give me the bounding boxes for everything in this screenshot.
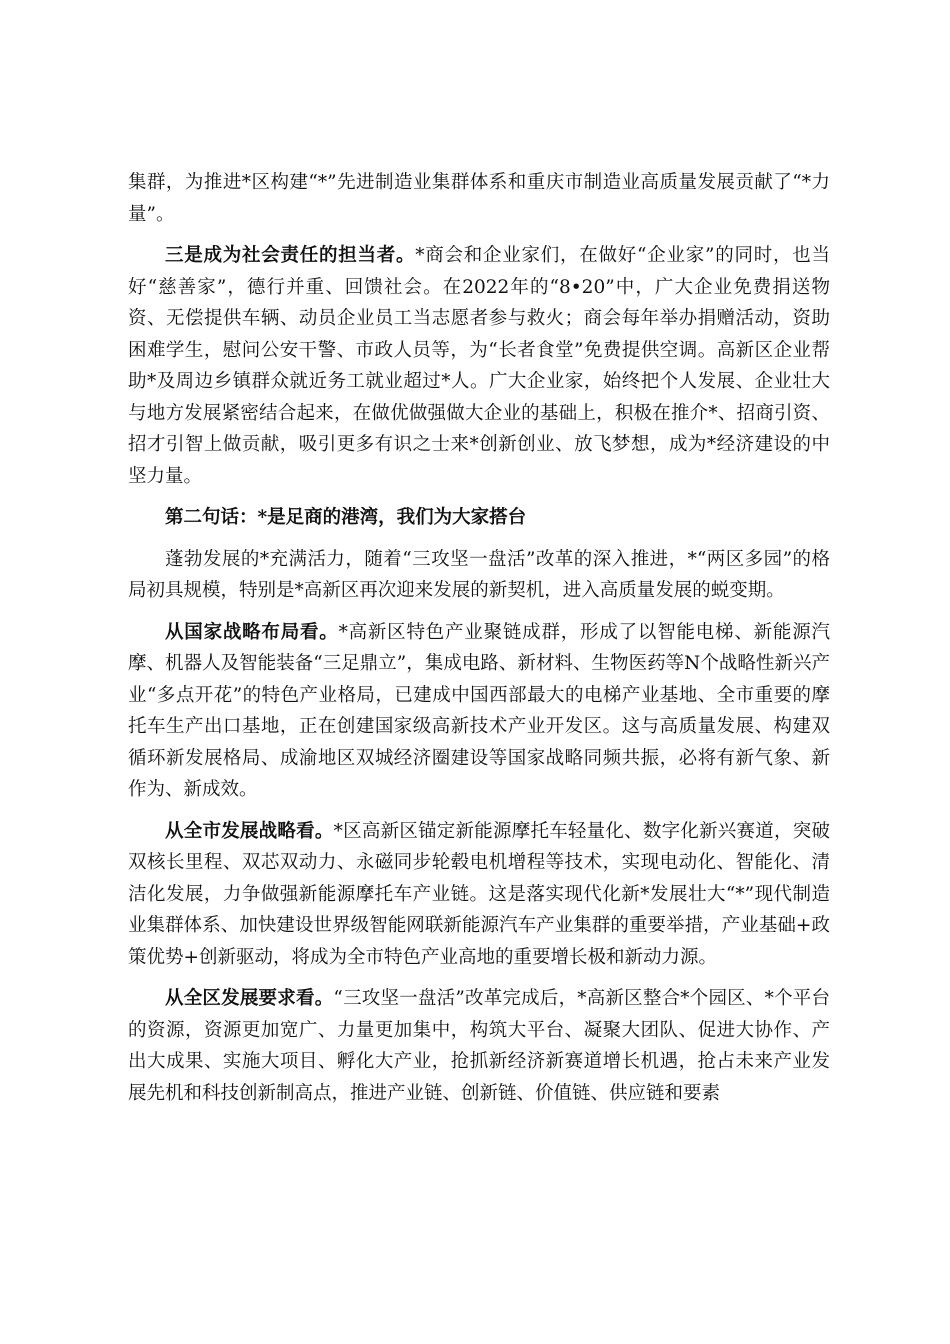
section-heading: 第二句话：*是足商的港湾，我们为大家搭台 bbox=[165, 507, 527, 528]
paragraph-district-requirements bbox=[128, 983, 830, 1109]
paragraph-text: 蓬勃发展的*充满活力，随着“三攻坚一盘活”改革的深入推进，*“两区多园”的格局初具规模，特别是*高新区再次迎来发展的新契机，进入高质量发展的蜕变期。 bbox=[128, 548, 830, 601]
paragraph-text: “三攻坚一盘活”改革完成后，*高新区整合*个园区、*个平台的资源，资源更加宽广、力量更加集中，构筑大平台、凝聚大团队、促进大协作、产出大成果、实施大项目、孵化大产业，抢抓新经济新赛道增长机遇，抢占未来产业发展先机和科技创新制高点，推进产业链、创新链、价值链、供应链和要素 bbox=[128, 988, 830, 1104]
paragraph-city-strategy bbox=[128, 816, 830, 974]
paragraph-text: *商会和企业家们，在做好“企业家”的同时，也当好“慈善家”，德行并重、回馈社会。在2022年的“8•20”中，广大企业免费捐送物资、无偿提供车辆、动员企业员工当志愿者参与救火；商会每年举办捐赠活动，资助困难学生，慰问公安干警、市政人员等，为“长者食堂”免费提供空调。高新区企业帮助*及周边乡镇群众就近务工就业超过*人。广大企业家，始终把个人发展、企业壮大与地方发展紧密结合起来，在做优做强做大企业的基础上，积极在推介*、招商引资、招才引智上做贡献，吸引更多有识之士来*创新创业、放飞梦想，成为*经济建设的中坚力量。 bbox=[128, 245, 830, 487]
paragraph-development-vitality bbox=[128, 544, 830, 607]
paragraph-national-strategy bbox=[128, 617, 830, 806]
paragraph-text: *高新区特色产业聚链成群，形成了以智能电梯、新能源汽摩、机器人及智能装备“三足鼎立”，集成电路、新材料、生物医药等N个战略性新兴产业“多点开花”的特色产业格局，已建成中国西部最大的电梯产业基地、全市重要的摩托车生产出口基地，正在创建国家级高新技术产业开发区。这与高质量发展、构建双循环新发展格局、成渝地区双城经济圈建设等国家战略同频共振，必将有新气象、新作为、新成效。 bbox=[128, 621, 830, 800]
paragraph-lead: 三是成为社会责任的担当者。 bbox=[165, 245, 416, 266]
paragraph-text: 集群，为推进*区构建“*”先进制造业集群体系和重庆市制造业高质量发展贡献了“*力量”。 bbox=[128, 172, 830, 225]
paragraph-lead: 从国家战略布局看。 bbox=[165, 621, 339, 643]
paragraph-continuation bbox=[128, 167, 830, 230]
paragraph-lead: 从全市发展战略看。 bbox=[165, 820, 334, 842]
paragraph-lead: 从全区发展要求看。 bbox=[165, 988, 334, 1009]
paragraph-text: *区高新区锚定新能源摩托车轻量化、数字化新兴赛道，突破双核长里程、双芯双动力、永磁同步轮毂电机增程等技术，实现电动化、智能化、清洁化发展，力争做强新能源摩托车产业链。这是落实现代化新*发展壮大“*”现代制造业集群体系、加快建设世界级智能网联新能源汽车产业集群的重要举措，产业基础+政策优势+创新驱动，将成为全市特色产业高地的重要增长极和新动力源。 bbox=[128, 820, 830, 968]
paragraph-social-responsibility bbox=[128, 240, 830, 492]
